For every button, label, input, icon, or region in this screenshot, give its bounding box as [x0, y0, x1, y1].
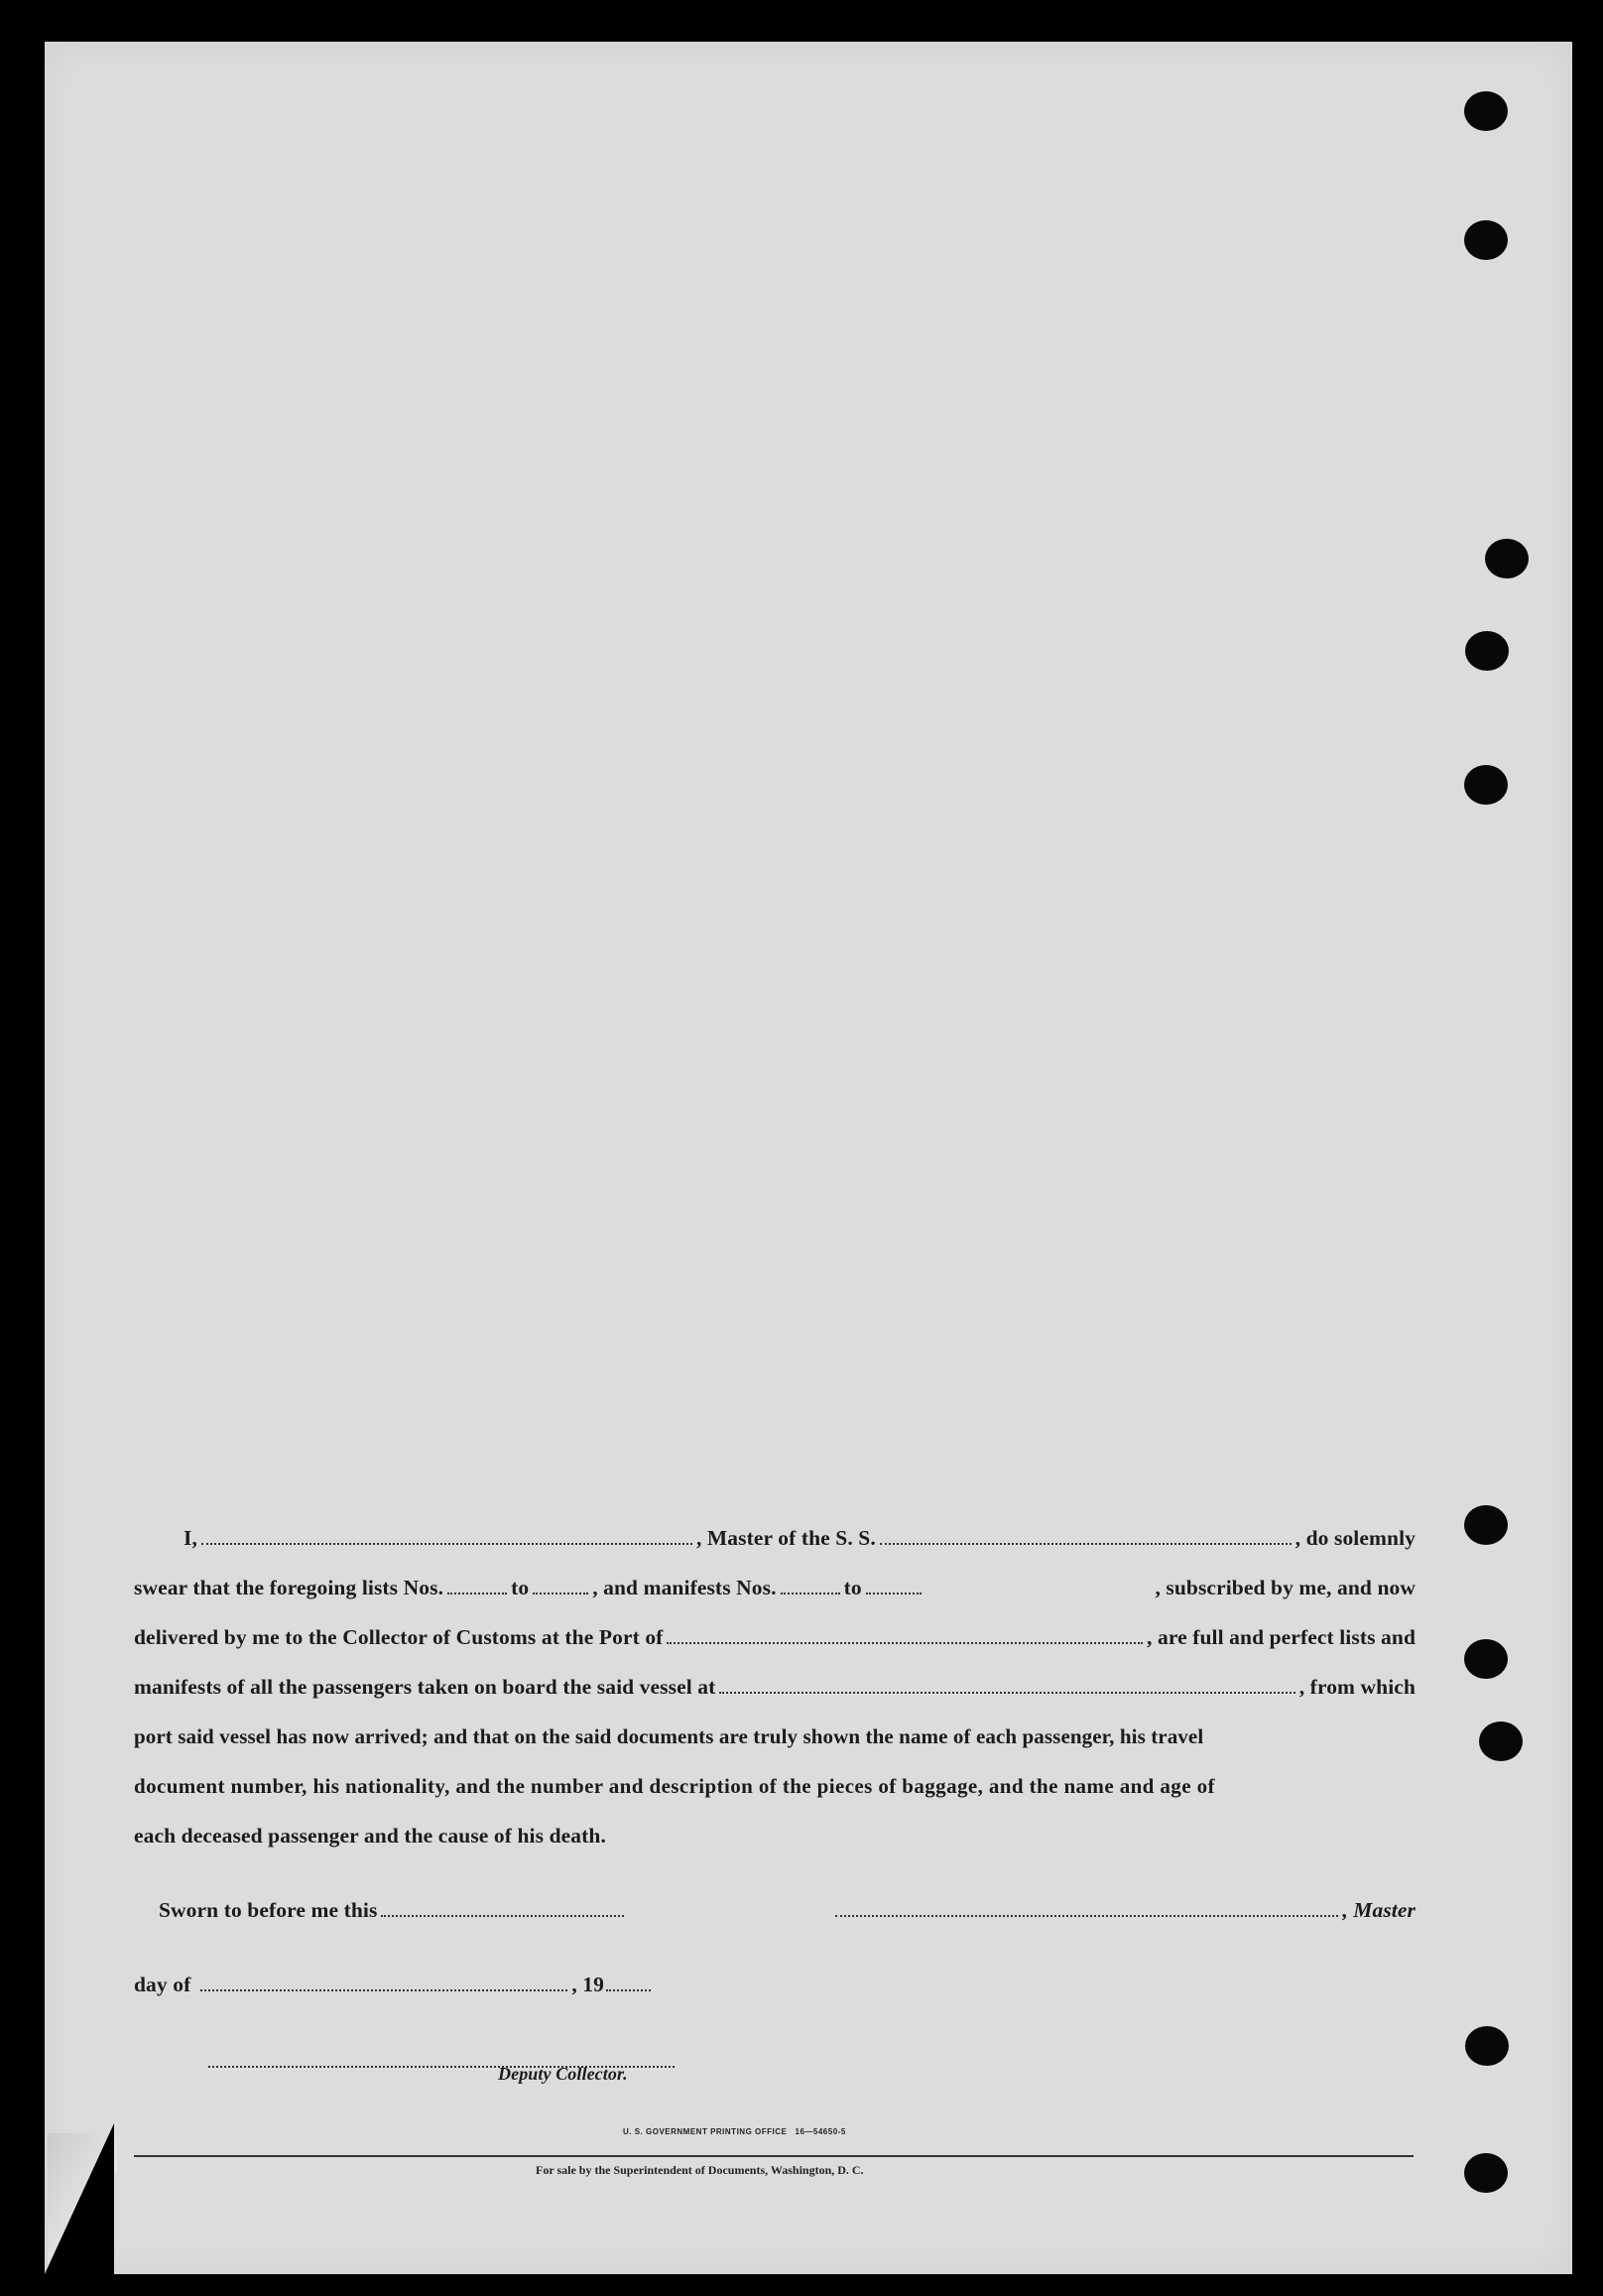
oath-paragraph [134, 1513, 1416, 1850]
oath-line2-to-1: to [511, 1576, 530, 1599]
punch-hole [1464, 2153, 1508, 2193]
punch-hole [1464, 1505, 1508, 1545]
oath-line1-end: , do solemnly [1295, 1526, 1416, 1550]
oath-line4-end: , from which [1298, 1675, 1416, 1699]
deputy-label: Deputy Collector. [498, 2064, 628, 2084]
for-sale-imprint: For sale by the Superintendent of Documents, Washington, D. C. [536, 2163, 864, 2177]
oath-line1-master: , Master of the S. S. [695, 1526, 876, 1550]
punch-hole [1464, 765, 1508, 805]
oath-line2-end: , subscribed by me, and now [1155, 1576, 1416, 1599]
punch-hole [1485, 539, 1529, 578]
oath-line2-to-2: to [843, 1576, 862, 1599]
master-name-field[interactable] [201, 1529, 692, 1545]
oath-line3-start: delivered by me to the Collector of Customs at the Port of [134, 1625, 664, 1649]
manifest-to-field[interactable] [866, 1579, 922, 1594]
punch-hole [1464, 91, 1508, 131]
oath-line3-end: , are full and perfect lists and [1147, 1625, 1416, 1649]
punch-hole [1479, 1722, 1523, 1761]
footer-rule [134, 2155, 1414, 2157]
printing-office-imprint: U. S. GOVERNMENT PRINTING OFFICE 16—54650-5 [623, 2127, 846, 2136]
vessel-name-field[interactable] [880, 1529, 1292, 1545]
oath-line2-manifests: , and manifests Nos. [592, 1576, 777, 1599]
master-label: , Master [1342, 1898, 1416, 1922]
list-to-field[interactable] [533, 1579, 588, 1594]
list-from-field[interactable] [447, 1579, 507, 1594]
sworn-day-field[interactable] [381, 1901, 624, 1917]
oath-line2-start: swear that the foregoing lists Nos. [134, 1576, 444, 1599]
sworn-section [134, 1885, 1416, 2104]
punch-hole [1464, 1639, 1508, 1679]
year-field[interactable] [606, 1976, 651, 1991]
year-label: , 19 [571, 1973, 604, 1996]
punch-hole [1464, 220, 1508, 260]
master-signature-field[interactable] [835, 1901, 1338, 1917]
oath-line6: document number, his nationality, and the number and description of the pieces of baggage, and the name and age of [134, 1774, 1215, 1798]
oath-line1-start: I, [184, 1526, 197, 1550]
punch-hole [1465, 2026, 1509, 2066]
day-of-label: day of [134, 1973, 191, 1996]
oath-line4-start: manifests of all the passengers taken on board the said vessel at [134, 1675, 716, 1699]
corner-shadow [45, 2123, 114, 2274]
oath-line7: each deceased passenger and the cause of his death. [134, 1824, 606, 1848]
oath-line5: port said vessel has now arrived; and that on the said documents are truly shown the name of each passenger, his travel [134, 1724, 1204, 1748]
manifest-from-field[interactable] [781, 1579, 840, 1594]
boarding-port-field[interactable] [719, 1678, 1295, 1694]
month-field[interactable] [200, 1976, 567, 1991]
punch-hole [1465, 631, 1509, 671]
port-field[interactable] [667, 1628, 1143, 1644]
sworn-label: Sworn to before me this [159, 1898, 378, 1922]
